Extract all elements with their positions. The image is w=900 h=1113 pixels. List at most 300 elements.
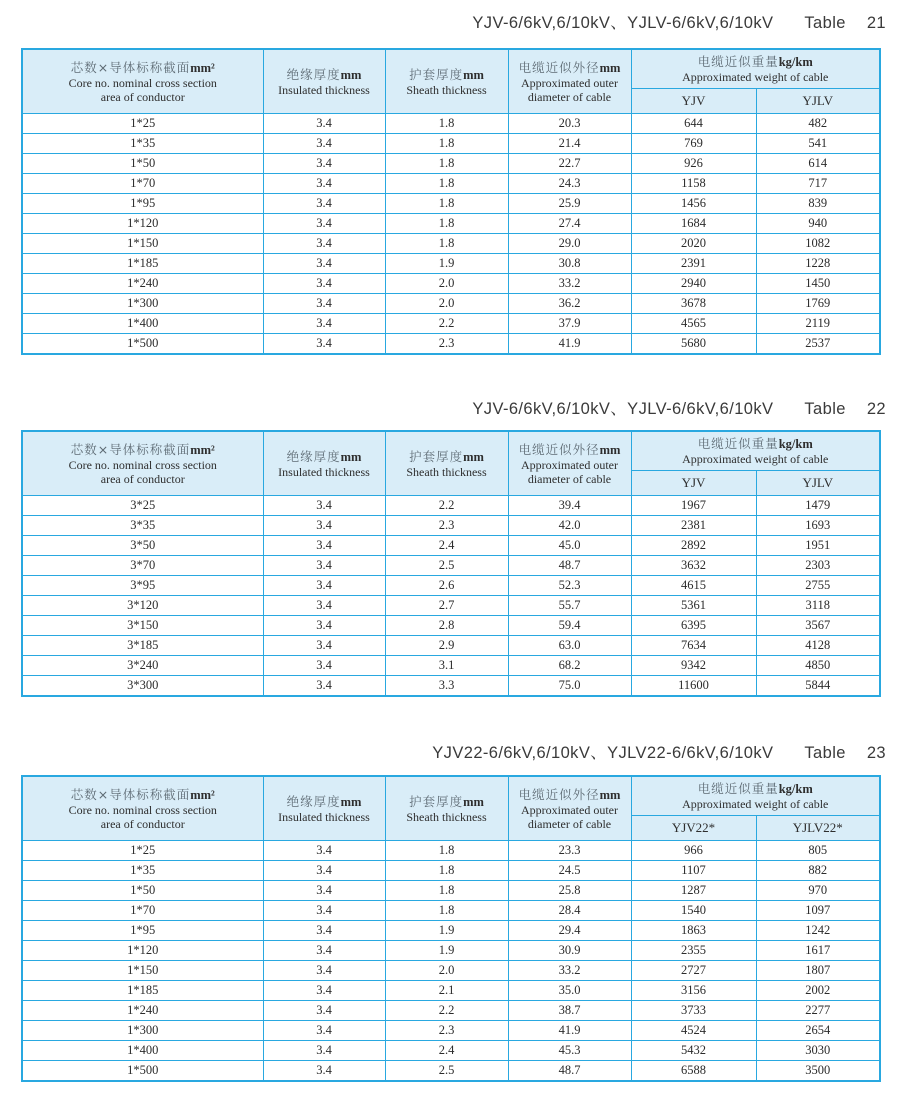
sheath-thickness-cell: 1.8 [385, 881, 508, 901]
table-title: YJV22-6/6kV,6/10kV、YJLV22-6/6kV,6/10kV [432, 744, 774, 762]
insulation-thickness-cell: 3.4 [263, 114, 385, 134]
weight-yjlv-cell: 4128 [756, 636, 880, 656]
weight-yjlv-cell: 1479 [756, 496, 880, 516]
outer-diameter-cell: 30.9 [508, 941, 631, 961]
table-row [22, 1001, 880, 1021]
core-size-cell: 3*150 [22, 616, 263, 636]
weight-yjlv-cell: 2755 [756, 576, 880, 596]
weight-yjv-cell: 1684 [631, 214, 756, 234]
weight-yjlv-cell: 1617 [756, 941, 880, 961]
table-row [22, 154, 880, 174]
insulation-thickness-cell: 3.4 [263, 294, 385, 314]
core-size-cell: 3*50 [22, 536, 263, 556]
sheath-thickness-cell: 2.4 [385, 536, 508, 556]
table-row [22, 174, 880, 194]
header-core-column [22, 776, 263, 841]
insulation-thickness-cell: 3.4 [263, 154, 385, 174]
weight-yjlv-cell: 1082 [756, 234, 880, 254]
weight-yjv-cell: 1456 [631, 194, 756, 214]
insulation-thickness-cell: 3.4 [263, 134, 385, 154]
table-row [22, 881, 880, 901]
header-diameter-zh-text: 电缆近似外径 [518, 441, 600, 457]
header-row-main [22, 431, 880, 471]
weight-yjv-cell: 5361 [631, 596, 756, 616]
outer-diameter-cell: 75.0 [508, 676, 631, 697]
header-sheath-column-zh [386, 67, 508, 83]
core-size-cell: 1*50 [22, 154, 263, 174]
table-row [22, 616, 880, 636]
weight-yjlv-cell: 1693 [756, 516, 880, 536]
header-core-en1: Core no. nominal cross section [68, 75, 217, 90]
sheath-thickness-cell: 1.8 [385, 841, 508, 861]
sheath-thickness-cell: 2.2 [385, 1001, 508, 1021]
sheath-thickness-cell: 1.8 [385, 154, 508, 174]
table-23-section [0, 743, 900, 1082]
weight-yjv-cell: 4524 [631, 1021, 756, 1041]
table-row [22, 1041, 880, 1061]
header-insulation-column-zh [264, 449, 385, 465]
table-label: Table [804, 14, 846, 32]
insulation-thickness-cell: 3.4 [263, 1001, 385, 1021]
header-insulation-column-zh-text: 绝缘厚度 [286, 448, 341, 464]
insulation-thickness-cell: 3.4 [263, 636, 385, 656]
weight-yjv-cell: 2727 [631, 961, 756, 981]
weight-yjv-cell: 2355 [631, 941, 756, 961]
table-row [22, 536, 880, 556]
table-number: 21 [866, 14, 886, 32]
header-core-en1: Core no. nominal cross section [68, 457, 217, 472]
insulation-thickness-cell: 3.4 [263, 1021, 385, 1041]
header-diameter-zh [509, 442, 631, 458]
core-size-cell: 1*95 [22, 921, 263, 941]
table-row [22, 134, 880, 154]
outer-diameter-cell: 45.3 [508, 1041, 631, 1061]
weight-yjv-cell: 7634 [631, 636, 756, 656]
header-weight-unit: kg/km [778, 437, 813, 451]
weight-yjv-cell: 1967 [631, 496, 756, 516]
table-row [22, 921, 880, 941]
table-21-section [0, 13, 900, 355]
core-size-cell: 1*300 [22, 1021, 263, 1041]
core-size-cell: 1*70 [22, 901, 263, 921]
header-diameter-column [508, 49, 631, 114]
outer-diameter-cell: 28.4 [508, 901, 631, 921]
table-row [22, 941, 880, 961]
sheath-thickness-cell: 1.8 [385, 174, 508, 194]
table-label: Table [804, 400, 846, 418]
weight-yjv-cell: 1287 [631, 881, 756, 901]
header-diameter-zh [509, 60, 631, 76]
insulation-thickness-cell: 3.4 [263, 516, 385, 536]
cable-spec-table-23 [0, 775, 900, 1082]
sheath-thickness-cell: 1.8 [385, 114, 508, 134]
header-insulation-column-en: Insulated thickness [278, 464, 370, 479]
insulation-thickness-cell: 3.4 [263, 616, 385, 636]
insulation-thickness-cell: 3.4 [263, 941, 385, 961]
outer-diameter-cell: 48.7 [508, 1061, 631, 1082]
header-insulation-column [263, 431, 385, 496]
cable-spec-table [21, 775, 881, 1082]
sheath-thickness-cell: 1.9 [385, 921, 508, 941]
table-row [22, 496, 880, 516]
outer-diameter-cell: 63.0 [508, 636, 631, 656]
weight-yjv-cell: 1863 [631, 921, 756, 941]
weight-yjlv-cell: 2119 [756, 314, 880, 334]
header-insulation-column-unit: mm [340, 449, 362, 464]
table-row [22, 861, 880, 881]
outer-diameter-cell: 41.9 [508, 1021, 631, 1041]
core-size-cell: 1*35 [22, 861, 263, 881]
sheath-thickness-cell: 2.1 [385, 981, 508, 1001]
header-weight-group [631, 776, 880, 816]
header-insulation-column-en: Insulated thickness [278, 82, 370, 97]
table-number: 22 [866, 400, 886, 418]
weight-yjlv-cell: 2537 [756, 334, 880, 355]
cable-spec-table [21, 430, 881, 697]
sheath-thickness-cell: 1.8 [385, 194, 508, 214]
header-sheath-column-en: Sheath thickness [406, 82, 487, 97]
core-size-cell: 1*50 [22, 881, 263, 901]
header-weight-zh [632, 54, 880, 70]
cable-spec-table [21, 48, 881, 355]
weight-yjv-cell: 3678 [631, 294, 756, 314]
weight-yjv-cell: 2020 [631, 234, 756, 254]
insulation-thickness-cell: 3.4 [263, 981, 385, 1001]
header-weight-zh-text: 电缆近似重量 [697, 436, 779, 451]
weight-yjv-cell: 926 [631, 154, 756, 174]
header-core-column [22, 49, 263, 114]
cable-spec-table-21 [0, 48, 900, 355]
outer-diameter-cell: 24.5 [508, 861, 631, 881]
weight-yjv-cell: 5432 [631, 1041, 756, 1061]
header-insulation-column-unit: mm [340, 67, 362, 82]
weight-yjlv-cell: 1450 [756, 274, 880, 294]
header-row-main [22, 49, 880, 89]
weight-yjlv-cell: 805 [756, 841, 880, 861]
catalog-page [0, 13, 900, 1113]
core-size-cell: 1*185 [22, 254, 263, 274]
core-size-cell: 1*500 [22, 334, 263, 355]
insulation-thickness-cell: 3.4 [263, 536, 385, 556]
core-size-cell: 3*95 [22, 576, 263, 596]
outer-diameter-cell: 29.0 [508, 234, 631, 254]
outer-diameter-cell: 35.0 [508, 981, 631, 1001]
outer-diameter-cell: 52.3 [508, 576, 631, 596]
weight-yjv-cell: 3733 [631, 1001, 756, 1021]
core-size-cell: 1*35 [22, 134, 263, 154]
insulation-thickness-cell: 3.4 [263, 1061, 385, 1082]
insulation-thickness-cell: 3.4 [263, 496, 385, 516]
core-size-cell: 3*300 [22, 676, 263, 697]
header-diameter-column [508, 776, 631, 841]
table-row [22, 1061, 880, 1082]
header-insulation-column-unit: mm [340, 794, 362, 809]
sheath-thickness-cell: 2.3 [385, 334, 508, 355]
weight-subcolumn-yjlv: YJLV [756, 89, 880, 114]
header-weight-unit: kg/km [778, 55, 813, 69]
weight-yjlv-cell: 3567 [756, 616, 880, 636]
header-sheath-column-unit: mm [463, 449, 484, 464]
header-diameter-zh [509, 787, 631, 803]
weight-yjlv-cell: 1228 [756, 254, 880, 274]
weight-yjv-cell: 3156 [631, 981, 756, 1001]
table-number: 23 [866, 744, 886, 762]
outer-diameter-cell: 48.7 [508, 556, 631, 576]
header-diameter-unit: mm [599, 60, 621, 75]
weight-subcolumn-yjlv: YJLV22* [756, 816, 880, 841]
sheath-thickness-cell: 1.8 [385, 861, 508, 881]
weight-yjlv-cell: 482 [756, 114, 880, 134]
core-size-cell: 3*185 [22, 636, 263, 656]
weight-yjv-cell: 4615 [631, 576, 756, 596]
insulation-thickness-cell: 3.4 [263, 656, 385, 676]
weight-yjlv-cell: 839 [756, 194, 880, 214]
header-weight-unit: kg/km [778, 782, 813, 796]
sheath-thickness-cell: 1.8 [385, 134, 508, 154]
header-diameter-en1: Approximated outer [521, 457, 618, 472]
section-title [0, 743, 900, 763]
table-row [22, 596, 880, 616]
table-row [22, 294, 880, 314]
header-insulation-column-zh [264, 67, 385, 83]
header-sheath-column-zh [386, 449, 508, 465]
sheath-thickness-cell: 2.6 [385, 576, 508, 596]
weight-yjv-cell: 1540 [631, 901, 756, 921]
sheath-thickness-cell: 2.0 [385, 961, 508, 981]
header-core-en2: area of conductor [100, 816, 185, 831]
outer-diameter-cell: 38.7 [508, 1001, 631, 1021]
header-core-zh [23, 60, 263, 76]
table-row [22, 314, 880, 334]
core-size-cell: 1*120 [22, 941, 263, 961]
header-sheath-column-zh-text: 护套厚度 [409, 793, 464, 809]
header-weight-group [631, 431, 880, 471]
outer-diameter-cell: 21.4 [508, 134, 631, 154]
section-title [0, 399, 900, 419]
table-row [22, 656, 880, 676]
header-diameter-en2: diameter of cable [527, 89, 612, 104]
weight-yjlv-cell: 2654 [756, 1021, 880, 1041]
weight-yjv-cell: 966 [631, 841, 756, 861]
weight-yjlv-cell: 882 [756, 861, 880, 881]
header-sheath-column [385, 431, 508, 496]
weight-yjv-cell: 1158 [631, 174, 756, 194]
insulation-thickness-cell: 3.4 [263, 901, 385, 921]
weight-yjv-cell: 769 [631, 134, 756, 154]
sheath-thickness-cell: 2.7 [385, 596, 508, 616]
header-diameter-zh-text: 电缆近似外径 [518, 59, 600, 75]
table-title: YJV-6/6kV,6/10kV、YJLV-6/6kV,6/10kV [472, 14, 774, 32]
outer-diameter-cell: 39.4 [508, 496, 631, 516]
header-diameter-en2: diameter of cable [527, 816, 612, 831]
weight-yjlv-cell: 2277 [756, 1001, 880, 1021]
header-sheath-column-unit: mm [463, 794, 484, 809]
header-sheath-column [385, 776, 508, 841]
header-diameter-unit: mm [599, 442, 621, 457]
sheath-thickness-cell: 2.2 [385, 496, 508, 516]
sheath-thickness-cell: 3.1 [385, 656, 508, 676]
table-row [22, 1021, 880, 1041]
outer-diameter-cell: 29.4 [508, 921, 631, 941]
insulation-thickness-cell: 3.4 [263, 961, 385, 981]
core-size-cell: 1*120 [22, 214, 263, 234]
weight-yjlv-cell: 1807 [756, 961, 880, 981]
insulation-thickness-cell: 3.4 [263, 214, 385, 234]
header-core-zh-text: 芯数×导体标称截面 [70, 786, 191, 802]
header-diameter-en2: diameter of cable [527, 471, 612, 486]
insulation-thickness-cell: 3.4 [263, 314, 385, 334]
header-insulation-column-zh [264, 794, 385, 810]
weight-yjv-cell: 6588 [631, 1061, 756, 1082]
weight-yjlv-cell: 940 [756, 214, 880, 234]
header-weight-group [631, 49, 880, 89]
outer-diameter-cell: 55.7 [508, 596, 631, 616]
header-insulation-column [263, 49, 385, 114]
outer-diameter-cell: 36.2 [508, 294, 631, 314]
weight-yjlv-cell: 1242 [756, 921, 880, 941]
table-row [22, 901, 880, 921]
outer-diameter-cell: 27.4 [508, 214, 631, 234]
outer-diameter-cell: 45.0 [508, 536, 631, 556]
header-insulation-column-zh-text: 绝缘厚度 [286, 793, 341, 809]
weight-yjlv-cell: 3500 [756, 1061, 880, 1082]
table-label: Table [804, 744, 846, 762]
insulation-thickness-cell: 3.4 [263, 194, 385, 214]
header-weight-zh-text: 电缆近似重量 [697, 54, 779, 69]
weight-subcolumn-yjlv: YJLV [756, 471, 880, 496]
header-weight-zh [632, 436, 880, 452]
table-row [22, 676, 880, 697]
sheath-thickness-cell: 2.5 [385, 556, 508, 576]
weight-yjv-cell: 6395 [631, 616, 756, 636]
outer-diameter-cell: 42.0 [508, 516, 631, 536]
sheath-thickness-cell: 1.8 [385, 234, 508, 254]
insulation-thickness-cell: 3.4 [263, 174, 385, 194]
weight-yjv-cell: 2892 [631, 536, 756, 556]
header-sheath-column-unit: mm [463, 67, 484, 82]
weight-subcolumn-yjv: YJV [631, 89, 756, 114]
sheath-thickness-cell: 2.2 [385, 314, 508, 334]
weight-yjlv-cell: 1951 [756, 536, 880, 556]
insulation-thickness-cell: 3.4 [263, 841, 385, 861]
header-core-en2: area of conductor [100, 471, 185, 486]
header-core-zh-text: 芯数×导体标称截面 [70, 441, 191, 457]
sheath-thickness-cell: 2.8 [385, 616, 508, 636]
header-weight-en: Approximated weight of cable [682, 70, 829, 84]
header-core-unit: mm² [190, 442, 215, 457]
table-row [22, 334, 880, 355]
outer-diameter-cell: 20.3 [508, 114, 631, 134]
insulation-thickness-cell: 3.4 [263, 596, 385, 616]
table-22-section [0, 399, 900, 697]
insulation-thickness-cell: 3.4 [263, 676, 385, 697]
sheath-thickness-cell: 2.9 [385, 636, 508, 656]
header-core-en1: Core no. nominal cross section [68, 802, 217, 817]
sheath-thickness-cell: 1.8 [385, 214, 508, 234]
header-sheath-column-zh-text: 护套厚度 [409, 448, 464, 464]
weight-yjv-cell: 644 [631, 114, 756, 134]
sheath-thickness-cell: 3.3 [385, 676, 508, 697]
core-size-cell: 1*70 [22, 174, 263, 194]
sheath-thickness-cell: 2.3 [385, 516, 508, 536]
weight-yjlv-cell: 3030 [756, 1041, 880, 1061]
outer-diameter-cell: 30.8 [508, 254, 631, 274]
weight-yjv-cell: 3632 [631, 556, 756, 576]
outer-diameter-cell: 68.2 [508, 656, 631, 676]
weight-yjv-cell: 2381 [631, 516, 756, 536]
table-row [22, 516, 880, 536]
core-size-cell: 3*240 [22, 656, 263, 676]
sheath-thickness-cell: 2.0 [385, 274, 508, 294]
core-size-cell: 3*120 [22, 596, 263, 616]
weight-yjv-cell: 5680 [631, 334, 756, 355]
outer-diameter-cell: 23.3 [508, 841, 631, 861]
core-size-cell: 1*300 [22, 294, 263, 314]
table-title: YJV-6/6kV,6/10kV、YJLV-6/6kV,6/10kV [472, 400, 774, 418]
header-sheath-column-en: Sheath thickness [406, 809, 487, 824]
table-row [22, 556, 880, 576]
table-row [22, 961, 880, 981]
weight-yjlv-cell: 970 [756, 881, 880, 901]
sheath-thickness-cell: 1.9 [385, 941, 508, 961]
core-size-cell: 1*400 [22, 314, 263, 334]
outer-diameter-cell: 25.8 [508, 881, 631, 901]
outer-diameter-cell: 25.9 [508, 194, 631, 214]
weight-yjlv-cell: 4850 [756, 656, 880, 676]
core-size-cell: 1*185 [22, 981, 263, 1001]
header-sheath-column [385, 49, 508, 114]
outer-diameter-cell: 59.4 [508, 616, 631, 636]
weight-yjlv-cell: 3118 [756, 596, 880, 616]
weight-yjv-cell: 11600 [631, 676, 756, 697]
core-size-cell: 3*25 [22, 496, 263, 516]
header-weight-zh [632, 781, 880, 797]
outer-diameter-cell: 24.3 [508, 174, 631, 194]
core-size-cell: 1*500 [22, 1061, 263, 1082]
table-row [22, 114, 880, 134]
table-row [22, 576, 880, 596]
sheath-thickness-cell: 2.4 [385, 1041, 508, 1061]
table-row [22, 274, 880, 294]
outer-diameter-cell: 37.9 [508, 314, 631, 334]
table-row [22, 214, 880, 234]
header-insulation-column-zh-text: 绝缘厚度 [286, 66, 341, 82]
core-size-cell: 1*400 [22, 1041, 263, 1061]
header-core-zh [23, 787, 263, 803]
header-core-zh [23, 442, 263, 458]
weight-yjv-cell: 2391 [631, 254, 756, 274]
section-title [0, 13, 900, 33]
header-insulation-column [263, 776, 385, 841]
core-size-cell: 3*35 [22, 516, 263, 536]
outer-diameter-cell: 41.9 [508, 334, 631, 355]
core-size-cell: 1*25 [22, 841, 263, 861]
core-size-cell: 1*240 [22, 274, 263, 294]
core-size-cell: 1*25 [22, 114, 263, 134]
cable-spec-table-22 [0, 430, 900, 697]
sheath-thickness-cell: 2.5 [385, 1061, 508, 1082]
core-size-cell: 1*150 [22, 234, 263, 254]
weight-yjlv-cell: 541 [756, 134, 880, 154]
header-core-zh-text: 芯数×导体标称截面 [70, 59, 191, 75]
header-core-en2: area of conductor [100, 89, 185, 104]
table-row [22, 636, 880, 656]
insulation-thickness-cell: 3.4 [263, 334, 385, 355]
header-diameter-en1: Approximated outer [521, 75, 618, 90]
weight-yjv-cell: 1107 [631, 861, 756, 881]
weight-yjv-cell: 2940 [631, 274, 756, 294]
table-row [22, 234, 880, 254]
